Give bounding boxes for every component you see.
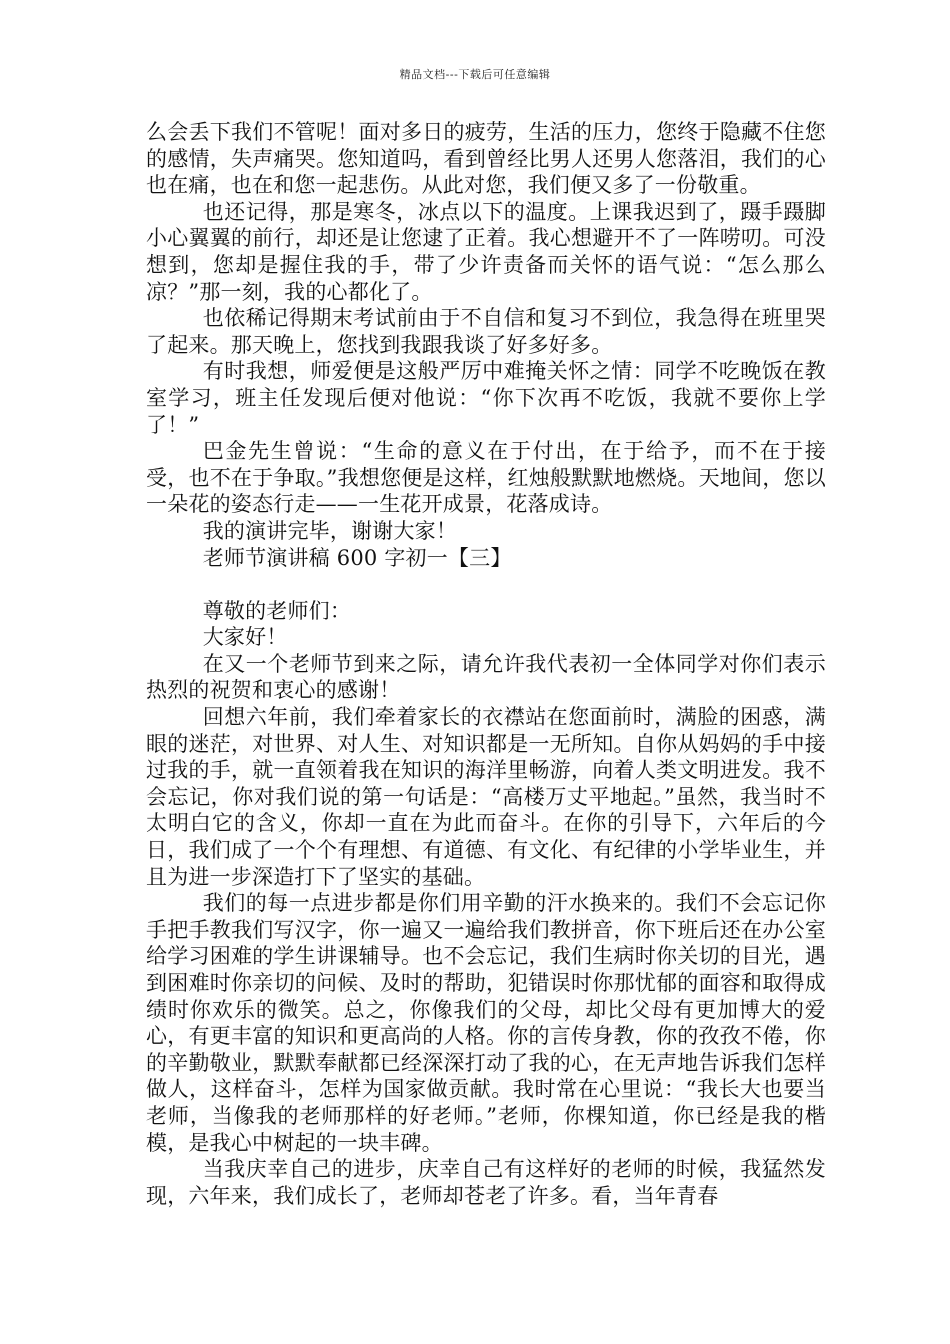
paragraph: 有时我想，师爱便是这般严厉中难掩关怀之情：同学不吃晚饭在教室学习，班主任发现后便对他说：“你下次再不吃饭，我就不要你上学了！” <box>146 359 826 437</box>
paragraph: 我的演讲完毕，谢谢大家！ <box>202 518 458 543</box>
paragraph: 回想六年前，我们牵着家长的衣襟站在您面前时，满脸的困惑，满眼的迷茫，对世界、对人生、对知识都是一无所知。自你从妈妈的手中接过我的手，就一直领着我在知识的海洋里畅游，向着人类文明进发。我不会忘记，你对我们说的第一句话是：“高楼万丈平地起。”虽然，我当时不太明白它的含义，你却一直在为此而奋斗。在你的引导下，六年后的今日，我们成了一个个有理想、有道德、有文化、有纪律的小学毕业生，并且为进一步深造打下了坚实的基础。 <box>146 705 826 889</box>
paragraph: 也依稀记得期末考试前由于不自信和复习不到位，我急得在班里哭了起来。那天晚上，您找到我跟我谈了好多好多。 <box>146 306 826 357</box>
paragraph: 么会丢下我们不管呢！面对多日的疲劳，生活的压力，您终于隐藏不住您的感情，失声痛哭。您知道吗，看到曾经比男人还男人您落泪，我们的心也在痛，也在和您一起悲伤。从此对您，我们便又多了一份敬重。 <box>146 120 826 198</box>
page-header: 精品文档---下载后可任意编辑 <box>399 68 551 81</box>
document-body <box>146 119 826 1209</box>
paragraph: 在又一个老师节到来之际，请允许我代表初一全体同学对你们表示热烈的祝贺和衷心的感谢！ <box>146 651 826 703</box>
paragraph: 也还记得，那是寒冬，冰点以下的温度。上课我迟到了，蹑手蹑脚小心翼翼的前行，却还是让您逮了正着。我心想避开不了一阵唠叨。可没想到，您却是握住我的手，带了少许责备而关怀的语气说：“怎么那么凉？”那一刻，我的心都化了。 <box>146 199 826 304</box>
paragraph: 巴金先生曾说：“生命的意义在于付出，在于给予，而不在于接受，也不在于争取。”我想您便是这样，红烛般默默地燃烧。天地间，您以一朵花的姿态行走——一生花开成景，花落成诗。 <box>146 439 826 517</box>
paragraph: 尊敬的老师们： <box>202 598 352 623</box>
paragraph: 大家好！ <box>202 625 288 650</box>
paragraph: 当我庆幸自己的进步，庆幸自己有这样好的老师的时候，我猛然发现，六年来，我们成长了，老师却苍老了许多。看，当年青春 <box>146 1157 826 1208</box>
paragraph: 老师节演讲稿 600 字初一【三】 <box>202 545 512 570</box>
paragraph: 我们的每一点进步都是你们用辛勤的汗水换来的。我们不会忘记你手把手教我们写汉字，你一遍又一遍给我们教拼音，你下班后还在办公室给学习困难的学生讲课辅导。也不会忘记，我们生病时你关切的目光，遇到困难时你亲切的问候、及时的帮助，犯错误时你那忧郁的面容和取得成绩时你欢乐的微笑。总之，你像我们的父母，却比父母有更加博大的爱心，有更丰富的知识和更高尚的人格。你的言传身教，你的孜孜不倦，你的辛勤敬业，默默奉献都已经深深打动了我的心，在无声地告诉我们怎样做人，这样奋斗，怎样为国家做贡献。我时常在心里说：“我长大也要当老师，当像我的老师那样的好老师。”老师，你棵知道，你已经是我的楷模，是我心中树起的一块丰碑。 <box>146 891 826 1155</box>
blank-line <box>146 571 826 598</box>
